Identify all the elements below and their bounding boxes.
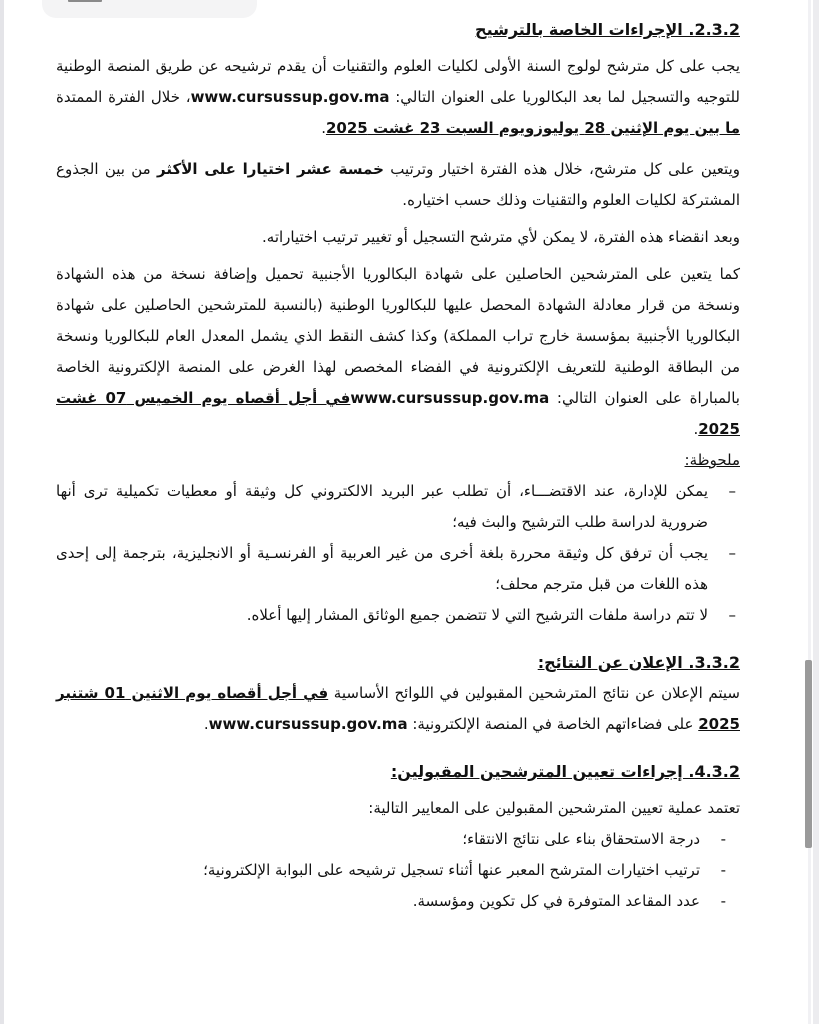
paragraph-text: من بين الجذوع المشتركة لكليات العلوم والتقنيات وذلك حسب اختياره. xyxy=(56,160,740,209)
list-item xyxy=(56,600,740,631)
section-heading: 4.3.2. إجراءات تعيين المترشحين المقبولين: xyxy=(390,762,740,781)
dash-bullet-icon: - xyxy=(720,830,726,848)
choices-limit: خمسة عشر اختيارا على الأكثر xyxy=(157,160,384,178)
criteria-list xyxy=(56,824,740,917)
website-link[interactable]: www.cursussup.gov.ma xyxy=(208,715,408,733)
paragraph-text: ، خلال الفترة الممتدة xyxy=(56,88,191,106)
list-item xyxy=(56,824,740,855)
dash-bullet-icon: - xyxy=(720,892,726,910)
list-item xyxy=(56,538,740,600)
scrollbar-track[interactable] xyxy=(808,0,811,1024)
section-4-3-2 xyxy=(56,756,740,917)
paragraph-text: سيتم الإعلان عن نتائج المترشحين المقبولين في اللوائح الأساسية xyxy=(328,684,740,702)
paragraph-text: . xyxy=(321,119,326,137)
list-item xyxy=(56,476,740,538)
website-link[interactable]: www.cursussup.gov.ma xyxy=(190,88,390,106)
drag-handle-icon[interactable] xyxy=(68,0,102,2)
list-item-text: يمكن للإدارة، عند الاقتضـــاء، أن تطلب عبر البريد الالكتروني كل وثيقة أو معطيات تكميلية ترى أنها ضرورية لدراسة طلب الترشيح والبث فيه؛ xyxy=(56,482,708,531)
paragraph-text: ويتعين على كل مترشح، خلال هذه الفترة اختيار وترتيب xyxy=(383,160,740,178)
document-page xyxy=(56,14,740,917)
list-item-text: عدد المقاعد المتوفرة في كل تكوين ومؤسسة. xyxy=(412,892,700,910)
paragraph-after-period: وبعد انقضاء هذه الفترة، لا يمكن لأي مترشح التسجيل أو تغيير ترتيب اختياراته. xyxy=(262,228,740,246)
dash-bullet-icon: – xyxy=(728,606,736,624)
list-item-text: يجب أن ترفق كل وثيقة محررة بلغة أخرى من غير العربية أو الفرنسـية أو الانجليزية، بترجمة إلى إحدى هذه اللغات من قبل مترجم محلف؛ xyxy=(56,544,708,593)
list-item xyxy=(56,886,740,917)
paragraph-text: على فضاءاتهم الخاصة في المنصة الإلكترونية: xyxy=(407,715,699,733)
paragraph-text: كما يتعين على المترشحين الحاصلين على شهادة البكالوريا الأجنبية تحميل وإضافة نسخة من هذه الشهادة ونسخة من قرار معادلة الشهادة المحصل عليها للبكالوريا الوطنية (بالنسبة للمترشحين الحاصلين على شهادة البكالوريا الأجنبية بمؤسسة خارج تراب المملكة) وكذا كشف النقط الذي يشمل المعدل العام للبكالوريا ونسخة من البطاقة الوطنية للتعريف الإلكترونية في الفضاء المخصص لهذا الغرض على المنصة الإلكترونية الخاصة بالمباراة على العنوان التالي: xyxy=(56,265,740,407)
dash-bullet-icon: - xyxy=(720,861,726,879)
paragraph-text: . xyxy=(693,420,699,438)
list-item-text: لا تتم دراسة ملفات الترشيح التي لا تتضمن جميع الوثائق المشار إليها أعلاه. xyxy=(246,606,708,624)
list-item-text: ترتيب اختيارات المترشح المعبر عنها أثناء تسجيل ترشيحه على البوابة الإلكترونية؛ xyxy=(203,861,700,879)
paragraph-choices xyxy=(56,154,740,216)
paragraph-foreign-bac xyxy=(56,259,740,445)
paragraph-registration xyxy=(56,51,740,144)
note-list xyxy=(56,476,740,631)
dash-bullet-icon: – xyxy=(728,482,736,500)
registration-period: ما بين يوم الإثنين 28 يوليوزويوم السبت 23 غشت 2025 xyxy=(325,119,740,137)
upload-deadline: في أجل أقصاه يوم الخميس 07 غشت 2025 xyxy=(56,389,740,438)
criteria-intro: تعتمد عملية تعيين المترشحين المقبولين على المعايير التالية: xyxy=(368,799,740,817)
paragraph-text: يجب على كل مترشح لولوج السنة الأولى لكليات العلوم والتقنيات أن يقدم ترشيحه عن طريق المنصة الوطنية للتوجيه والتسجيل لما بعد البكالوريا على العنوان التالي: xyxy=(56,57,740,106)
paragraph-results xyxy=(56,678,740,740)
paragraph-text: . xyxy=(203,715,209,733)
note-label: ملحوظة: xyxy=(684,451,740,469)
list-item-text: درجة الاستحقاق بناء على نتائج الانتقاء؛ xyxy=(462,830,700,848)
viewer-left-edge xyxy=(0,0,4,1024)
website-link[interactable]: www.cursussup.gov.ma xyxy=(350,389,550,407)
note-block xyxy=(56,445,740,631)
scrollbar-thumb[interactable] xyxy=(805,660,812,848)
dash-bullet-icon: – xyxy=(728,544,736,562)
results-deadline: في أجل أقصاه يوم الاثنين 01 شتنبر 2025 xyxy=(56,684,740,733)
section-heading: 3.3.2. الإعلان عن النتائج: xyxy=(537,653,740,672)
section-3-3-2 xyxy=(56,647,740,740)
list-item xyxy=(56,855,740,886)
section-2-3-2 xyxy=(56,14,740,45)
section-heading: 2.3.2. الإجراءات الخاصة بالترشيح xyxy=(475,20,740,39)
viewer-right-edge xyxy=(813,0,819,1024)
